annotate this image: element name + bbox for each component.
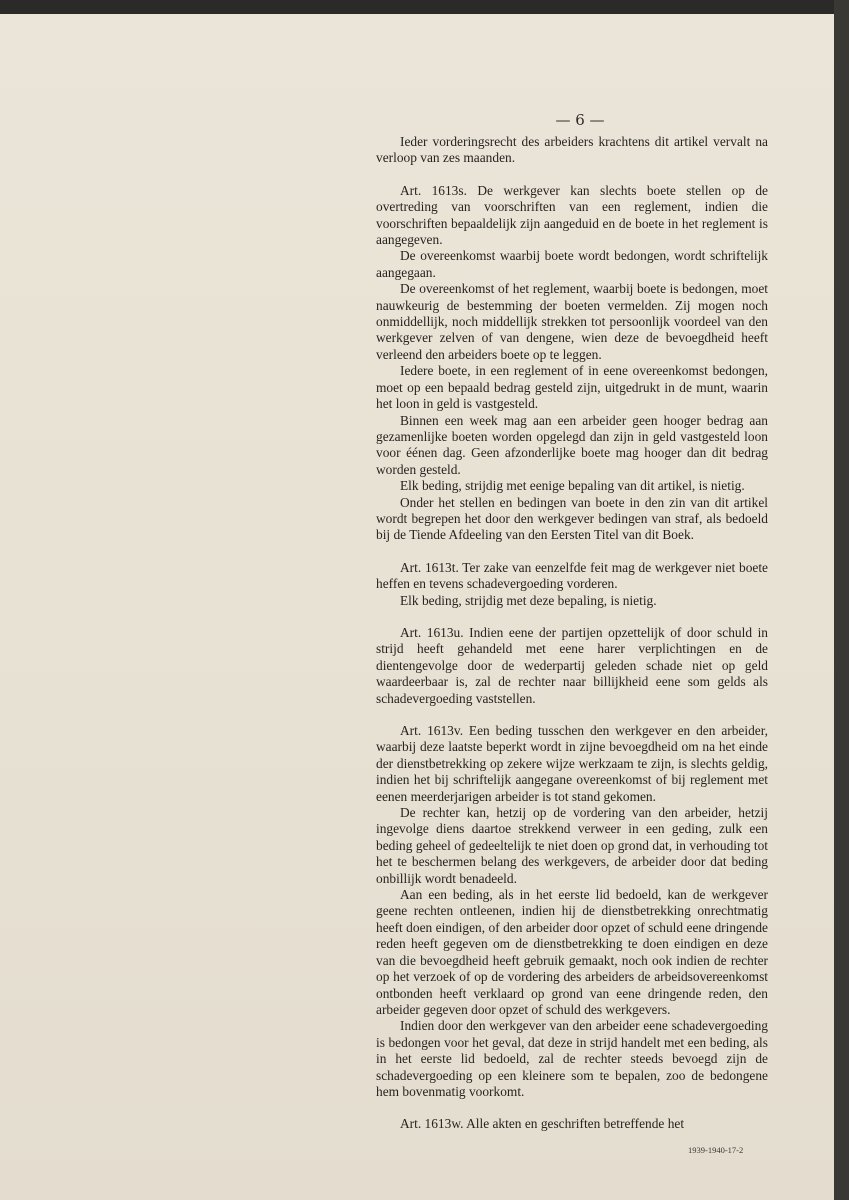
paragraph-art-1613t: Art. 1613t. Ter zake van eenzelfde feit mag de werkgever niet boete heffen en tevens schadevergoeding vorderen.	[376, 559, 768, 592]
paragraph: Indien door den werkgever van den arbeider eene schadevergoeding is bedongen voor het geval, dat deze in strijd handelt met een beding, als in het eerste lid bedoeld, zal de rechter steeds bevoegd zijn de schadevergoeding op een kleinere som te bepalen, zoo de bedongene hem bovenmatig voorkomt.	[376, 1018, 768, 1099]
paragraph: De overeenkomst of het reglement, waarbij boete is bedongen, moet nauwkeurig de bestemming der boeten vermelden. Zij mogen noch onmiddellijk, noch middellijk strekken tot persoonlijk voordeel van den werkgever zelven of van dengene, wien deze de bevoegdheid heeft verleend den arbeiders boete op te leggen.	[376, 281, 768, 362]
paragraph: Onder het stellen en bedingen van boete in den zin van dit artikel wordt begrepen het door den werkgever bedingen van straf, als bedoeld bij de Tiende Afdeeling van den Eersten Titel van dit Boek.	[376, 494, 768, 543]
page-edge-shadow	[834, 0, 849, 1200]
paragraph: Ieder vorderingsrecht des arbeiders krachtens dit artikel vervalt na verloop van zes maanden.	[376, 134, 768, 166]
paragraph-art-1613w: Art. 1613w. Alle akten en geschriften betreffende het	[400, 1116, 685, 1132]
article-text	[376, 134, 768, 1133]
paragraph: De overeenkomst waarbij boete wordt bedongen, wordt schriftelijk aangegaan.	[376, 248, 768, 280]
paragraph-art-1613s: Art. 1613s. De werkgever kan slechts boete stellen op de overtreding van voorschriften van een reglement, indien die voorschriften bepaaldelijk zijn aangeduid en de boete in het reglement is aangegeven.	[376, 182, 768, 248]
paragraph: De rechter kan, hetzij op de vordering van den arbeider, hetzij ingevolge diens daartoe strekkend verweer in een geding, zulk een beding geheel of gedeeltelijk te niet doen op grond dat, in verhouding tot het te beschermen belang des werkgevers, de arbeider door dat beding onbillijk wordt benadeeld.	[376, 805, 768, 886]
document-page	[0, 14, 834, 1200]
paragraph-art-1613v: Art. 1613v. Een beding tusschen den werkgever en den arbeider, waarbij deze laatste beperkt wordt in zijne bevoegdheid om na het einde der dienstbetrekking op zekere wijze werkzaam te zijn, is slechts geldig, indien het bij schriftelijk aangegane overeenkomst of bij reglement met eenen meerderjarigen arbeider is tot stand gekomen.	[376, 723, 768, 804]
document-code: 1939-1940-17-2	[688, 1145, 744, 1155]
paragraph: Elk beding, strijdig met eenige bepaling van dit artikel, is nietig.	[400, 478, 745, 494]
paragraph: Elk beding, strijdig met deze bepaling, is nietig.	[400, 592, 657, 608]
paragraph: Binnen een week mag aan een arbeider geen hooger bedrag aan gezamenlijke boeten worden opgelegd dan zijn in geld vastgesteld loon voor éénen dag. Geen afzonderlijke boete mag hooger dan dit bedrag worden gesteld.	[376, 412, 768, 477]
page-number: — 6 —	[555, 111, 605, 129]
paragraph: Iedere boete, in een reglement of in eene overeenkomst bedongen, moet op een bepaald bedrag gesteld zijn, uitgedrukt in de munt, waarin het loon in geld is vastgesteld.	[376, 363, 768, 412]
paragraph-art-1613u: Art. 1613u. Indien eene der partijen opzettelijk of door schuld in strijd heeft gehandeld met eene harer verplichtingen en de dientengevolge door de wederpartij geleden schade niet op geld waardeerbaar is, zal de rechter naar billijkheid eene som gelds als schadevergoeding vaststellen.	[376, 624, 768, 706]
paragraph: Aan een beding, als in het eerste lid bedoeld, kan de werkgever geene rechten ontleenen, indien hij de dienstbetrekking onrechtmatig heeft doen eindigen, of den arbeider door opzet of schuld eene dringende reden heeft gegeven om de dienstbetrekking te doen eindigen en deze van die bevoegdheid heeft gebruik gemaakt, noch ook indien de rechter op het verzoek of op de vordering des arbeiders de arbeidsovereenkomst ontbonden heeft verklaard op grond van eene dringende reden, den arbeider gegeven door opzet of schuld des werkgevers.	[376, 887, 768, 1017]
